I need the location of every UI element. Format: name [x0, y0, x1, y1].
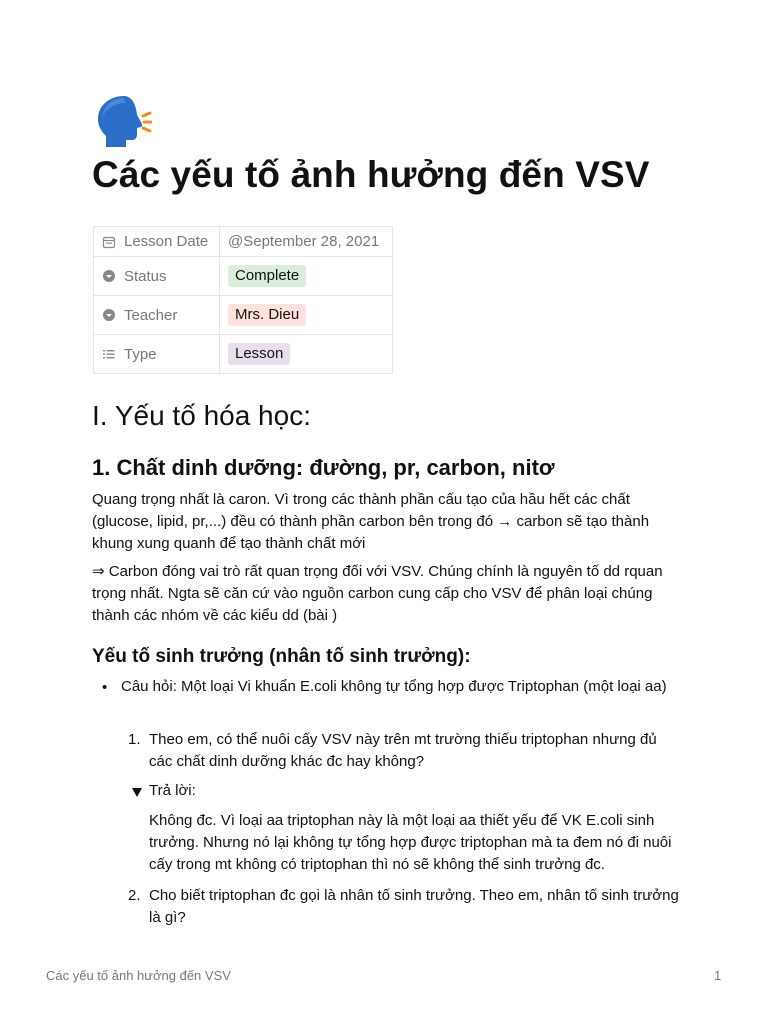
answer-paragraph: Không đc. Vì loại aa triptophan này là một loại aa thiết yếu để VK E.coli sinh trưởng. Nhưng nó lại không tự tổng hợp được triptophan mà ta đem nó đi nuôi cấy trong mt không có triptophan thì nó sẽ không thể sinh trưởng đc. — [149, 812, 672, 873]
list-number: 1. — [128, 731, 141, 748]
type-badge[interactable]: Lesson — [228, 343, 290, 365]
property-row-teacher — [94, 296, 393, 335]
property-name: Status — [124, 267, 167, 285]
bullet-marker: • — [102, 679, 108, 696]
property-row-status — [94, 257, 393, 296]
status-badge[interactable]: Complete — [228, 265, 306, 287]
section-heading-chemical-factors: I. Yếu tố hóa học: — [92, 400, 311, 431]
select-icon — [102, 269, 116, 283]
select-icon — [102, 308, 116, 322]
subsection-heading-growth-factors: Yếu tố sinh trưởng (nhân tố sinh trưởng): — [92, 646, 471, 667]
speaking-head-icon — [94, 94, 152, 148]
toggle-answer-label[interactable]: Trả lời: — [149, 782, 196, 799]
toggle-triangle-icon[interactable] — [131, 786, 143, 798]
property-name: Lesson Date — [124, 233, 209, 250]
paragraph-carbon-conclusion: ⇒ Carbon đóng vai trò rất quan trọng đối với VSV. Chúng chính là nguyên tố dd rquan trọng nhất. Ngta sẽ căn cứ vào nguồn carbon cung cấp cho VSV để phân loại chúng thành các nhóm về các kiểu dd (bài ) — [92, 563, 663, 624]
list-number: 2. — [128, 887, 141, 904]
question-item-2: Cho biết triptophan đc gọi là nhân tố sinh trưởng. Theo em, nhân tố sinh trưởng là gì? — [149, 887, 679, 926]
list-icon — [102, 347, 116, 361]
footer-title: Các yếu tố ảnh hưởng đến VSV — [46, 968, 231, 983]
property-row-type — [94, 335, 393, 374]
lesson-date-value[interactable]: @September 28, 2021 — [228, 233, 380, 250]
property-name: Type — [124, 345, 157, 363]
page-title: Các yếu tố ảnh hưởng đến VSV — [92, 154, 650, 195]
calendar-icon — [102, 235, 116, 249]
property-name: Teacher — [124, 306, 178, 324]
paragraph-carbon-importance: Quang trọng nhất là caron. Vì trong các thành phần cấu tạo của hầu hết các chất (glucose, lipid, pr,...) đều có thành phần carbon bên trong đó → carbon sẽ tạo thành khung xung quanh để tạo thành chất mới — [92, 491, 650, 552]
subsection-heading-nutrients: 1. Chất dinh dưỡng: đường, pr, carbon, nitơ — [92, 455, 555, 480]
question-item-1: Theo em, có thể nuôi cấy VSV này trên mt trường thiếu triptophan nhưng đủ các chất dinh dưỡng khác đc hay không? — [149, 731, 657, 770]
teacher-badge[interactable]: Mrs. Dieu — [228, 304, 306, 326]
property-row-lesson-date — [94, 227, 393, 257]
properties-table — [93, 226, 393, 374]
page-number: 1 — [714, 968, 722, 983]
question-bullet: Câu hỏi: Một loại Vi khuẩn E.coli không tự tổng hợp được Triptophan (một loại aa) — [121, 678, 667, 695]
